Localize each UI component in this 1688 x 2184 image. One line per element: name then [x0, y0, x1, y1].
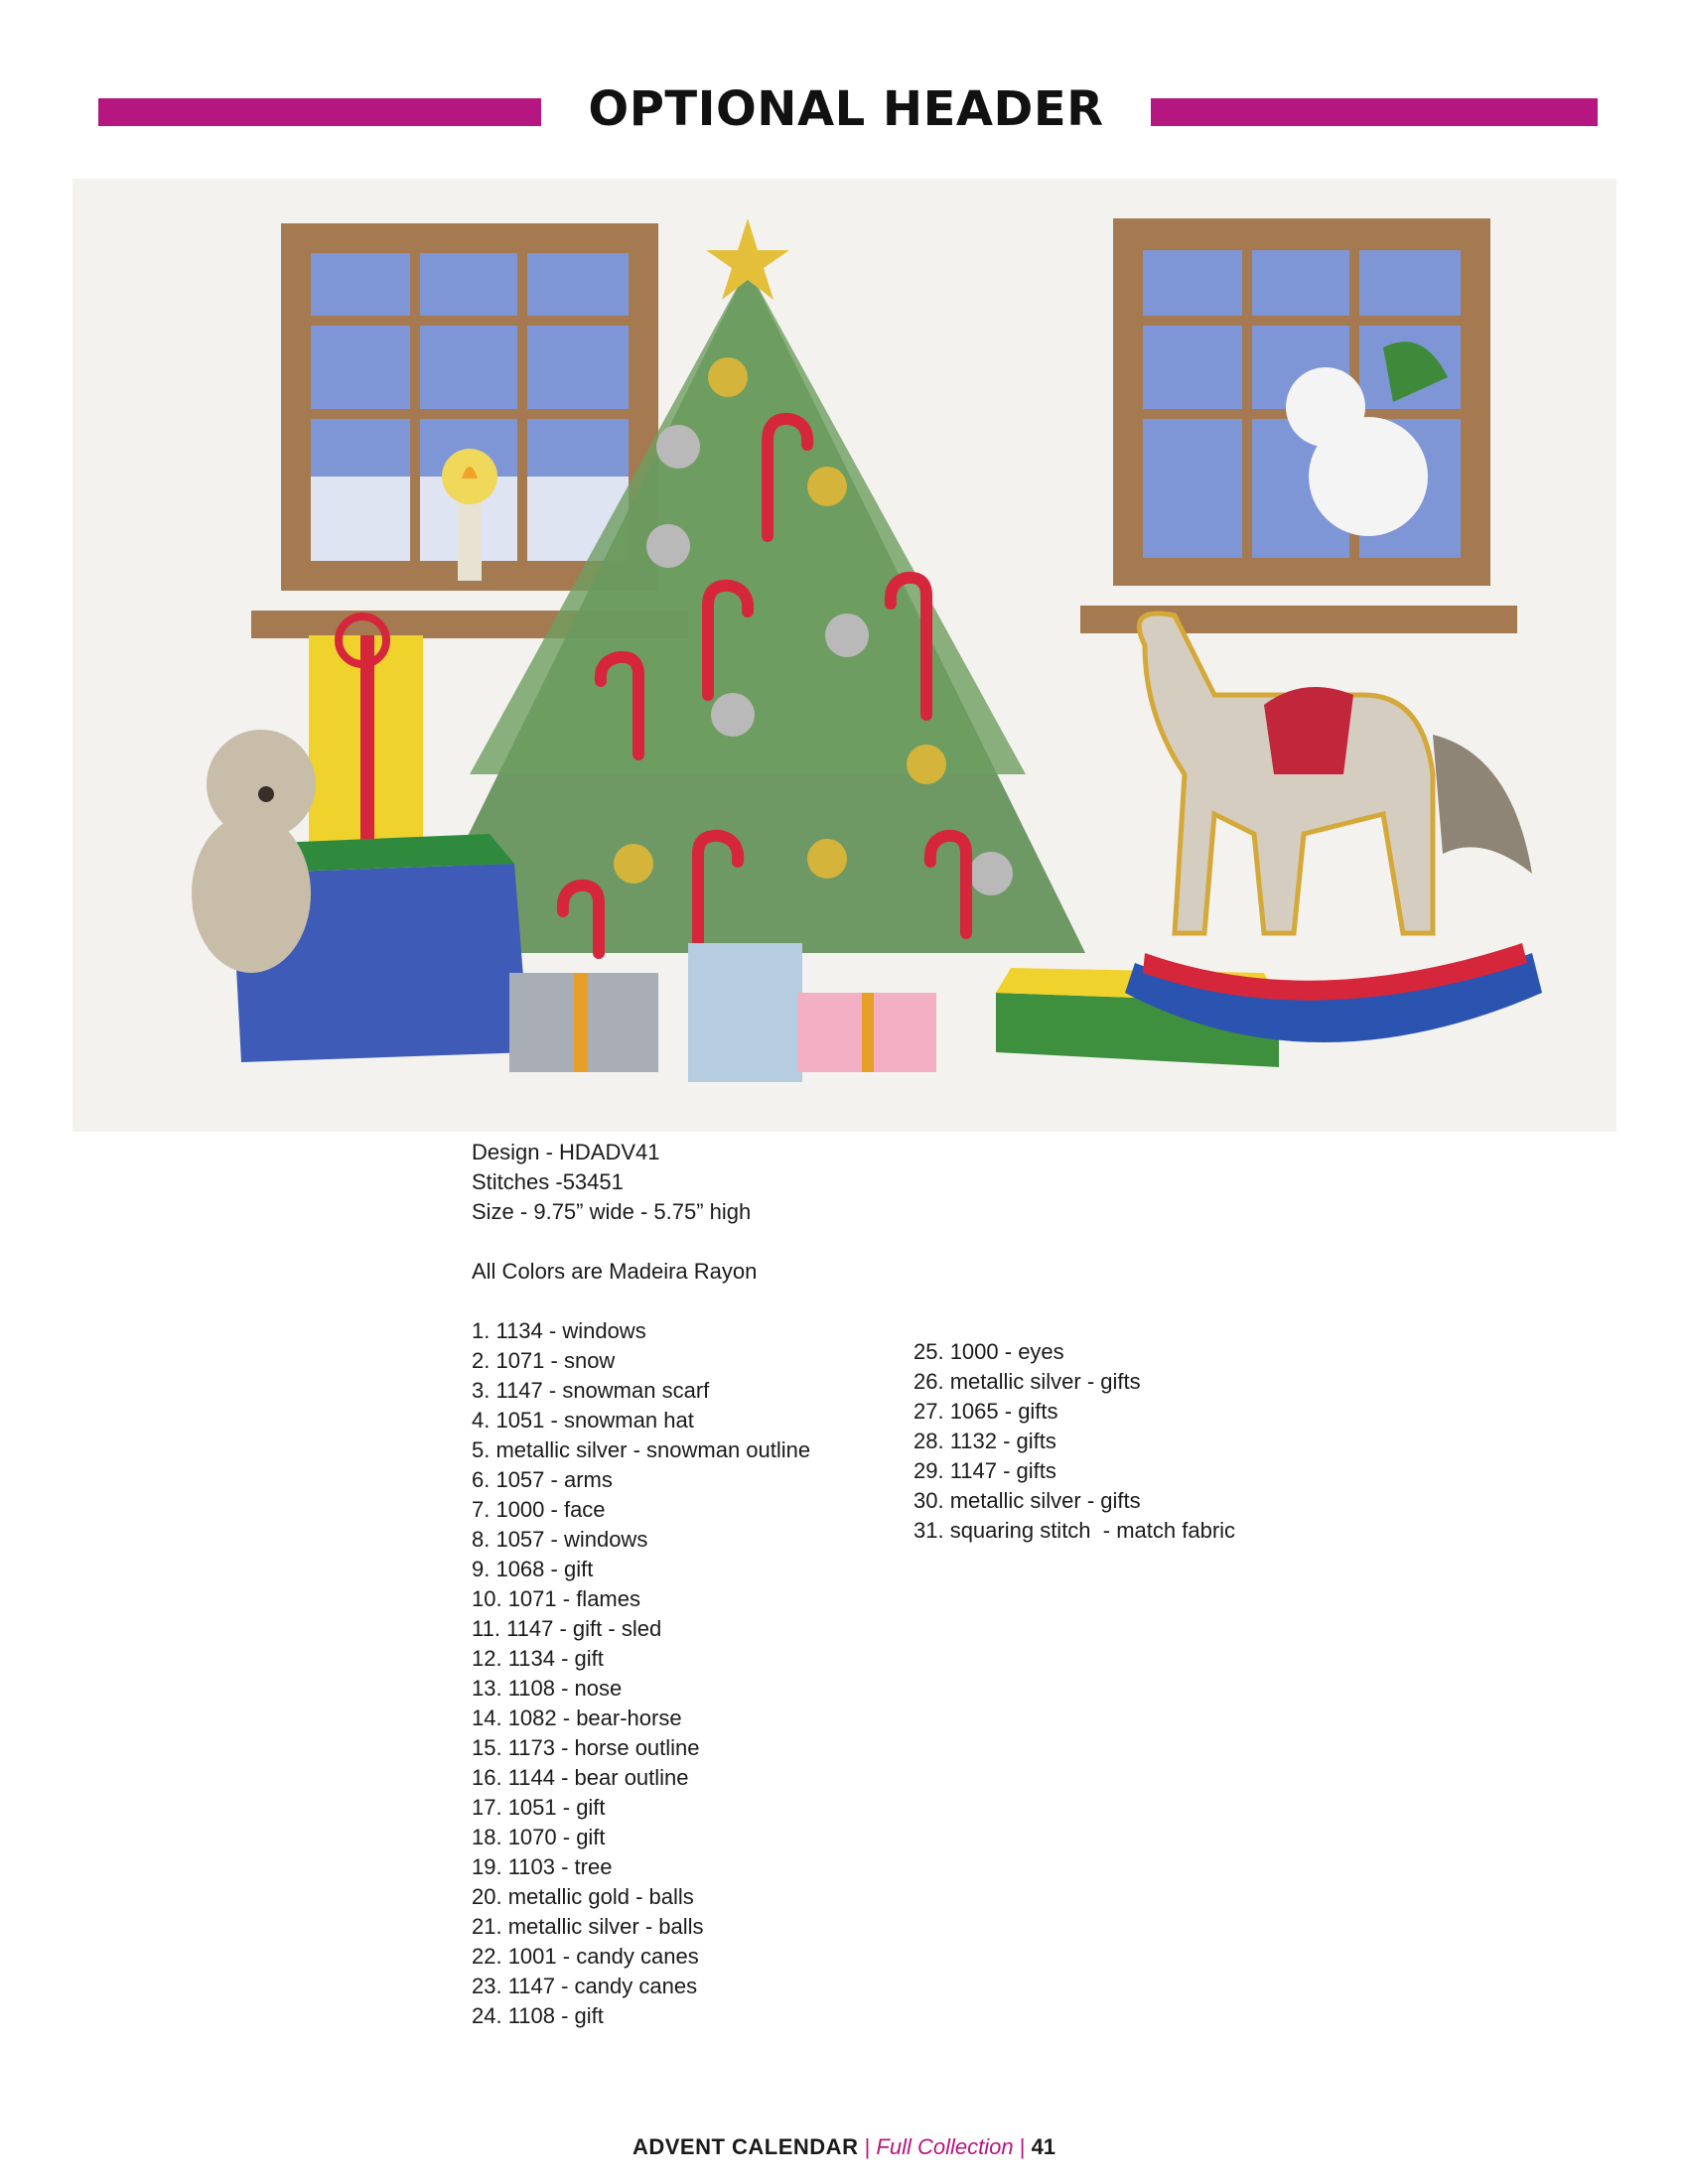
list-item: 3. 1147 - snowman scarf	[472, 1378, 710, 1403]
color-list-right	[914, 1337, 1235, 1546]
page-title: OPTIONAL HEADER	[588, 81, 1104, 137]
list-item: 10. 1071 - flames	[472, 1586, 640, 1611]
list-item: 7. 1000 - face	[472, 1497, 606, 1522]
footer-brand: ADVENT CALENDAR	[632, 2134, 859, 2159]
page-footer	[0, 2134, 1688, 2160]
list-item: 30. metallic silver - gifts	[914, 1488, 1141, 1513]
right-window	[1080, 218, 1517, 633]
list-item: 4. 1051 - snowman hat	[472, 1408, 694, 1433]
list-item: 11. 1147 - gift - sled	[472, 1616, 662, 1641]
colors-note: All Colors are Madeira Rayon	[472, 1259, 758, 1284]
footer-collection: Full Collection	[876, 2134, 1014, 2159]
list-item: 23. 1147 - candy canes	[472, 1974, 698, 1998]
list-item: 16. 1144 - bear outline	[472, 1765, 689, 1790]
header-rule-left	[98, 98, 541, 126]
embroidery-design-image	[72, 179, 1617, 1132]
list-item: 14. 1082 - bear-horse	[472, 1706, 682, 1730]
footer-separator: |	[864, 2134, 871, 2159]
list-item: 5. metallic silver - snowman outline	[472, 1437, 811, 1462]
list-item: 21. metallic silver - balls	[472, 1914, 704, 1939]
list-item: 8. 1057 - windows	[472, 1527, 648, 1552]
list-item: 2. 1071 - snow	[472, 1348, 616, 1373]
list-item: 22. 1001 - candy canes	[472, 1944, 699, 1969]
list-item: 9. 1068 - gift	[472, 1557, 594, 1581]
footer-separator: |	[1019, 2134, 1026, 2159]
header-rule-right	[1151, 98, 1598, 126]
list-item: 28. 1132 - gifts	[914, 1429, 1056, 1453]
design-stitches: Stitches -53451	[472, 1169, 624, 1194]
list-item: 12. 1134 - gift	[472, 1646, 604, 1671]
list-item: 17. 1051 - gift	[472, 1795, 606, 1820]
list-item: 1. 1134 - windows	[472, 1318, 646, 1343]
list-item: 26. metallic silver - gifts	[914, 1369, 1141, 1394]
list-item: 6. 1057 - arms	[472, 1467, 613, 1492]
list-item: 20. metallic gold - balls	[472, 1884, 694, 1909]
design-info	[472, 1138, 810, 2031]
page-number: 41	[1031, 2134, 1056, 2159]
list-item: 15. 1173 - horse outline	[472, 1735, 700, 1760]
list-item: 18. 1070 - gift	[472, 1825, 606, 1849]
list-item: 25. 1000 - eyes	[914, 1339, 1064, 1364]
list-item: 29. 1147 - gifts	[914, 1458, 1056, 1483]
list-item: 19. 1103 - tree	[472, 1854, 613, 1879]
list-item: 13. 1108 - nose	[472, 1676, 623, 1701]
design-name: Design - HDADV41	[472, 1140, 660, 1164]
list-item: 24. 1108 - gift	[472, 2003, 604, 2028]
list-item: 27. 1065 - gifts	[914, 1399, 1058, 1424]
color-list-left	[472, 1316, 810, 2031]
design-size: Size - 9.75” wide - 5.75” high	[472, 1199, 752, 1224]
list-item: 31. squaring stitch - match fabric	[914, 1518, 1236, 1543]
